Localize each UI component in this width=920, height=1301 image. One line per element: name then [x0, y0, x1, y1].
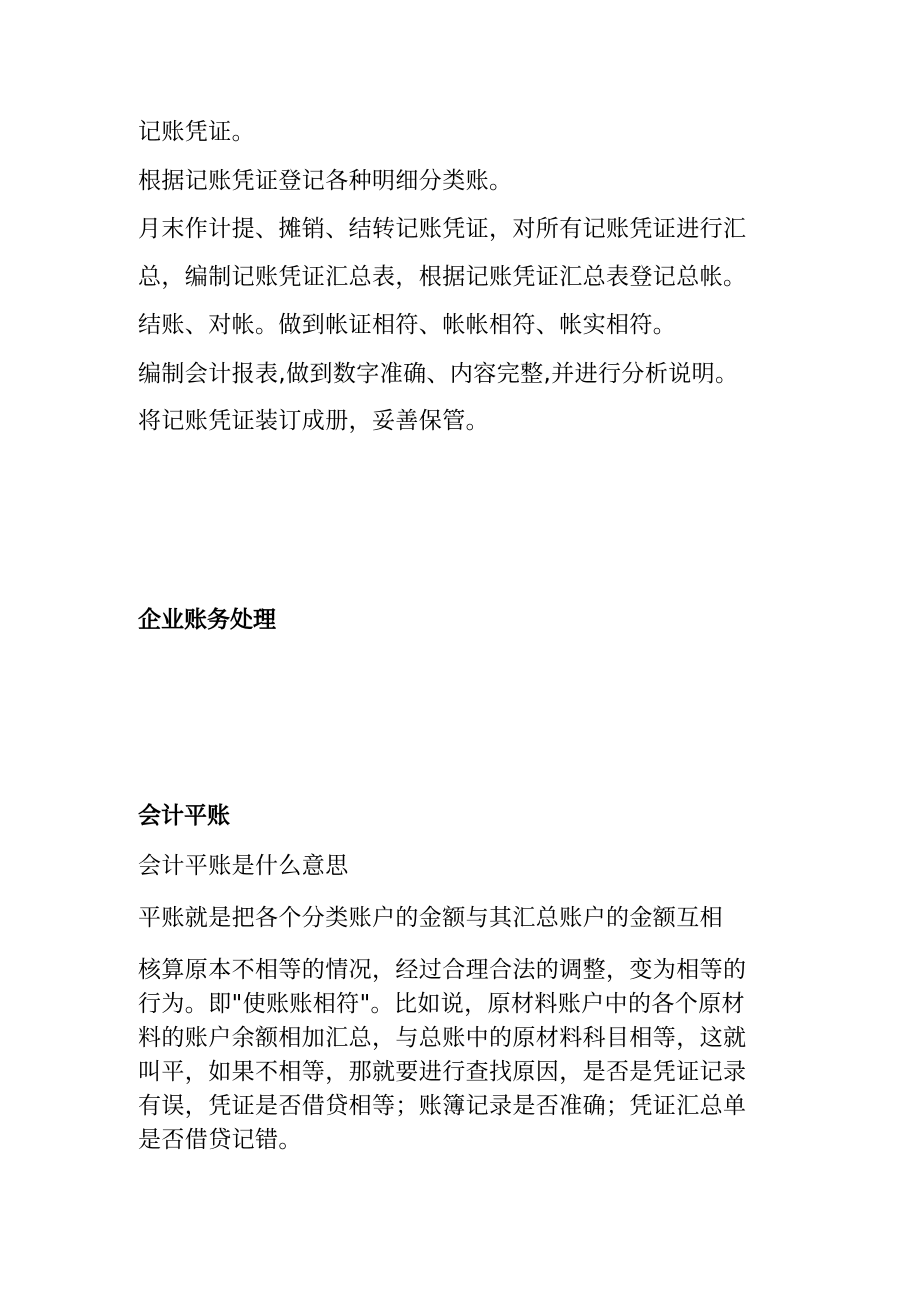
definition-line: 平账就是把各个分类账户的金额与其汇总账户的金额互相	[138, 905, 723, 931]
text-line: 记账凭证。	[138, 119, 255, 145]
section-heading-balance: 会计平账	[138, 803, 230, 829]
text-line: 总，编制记账凭证汇总表，根据记账凭证汇总表登记总帐。	[138, 264, 747, 290]
text-line: 编制会计报表,做到数字准确、内容完整,并进行分析说明。	[138, 361, 739, 387]
text-line: 结账、对帐。做到帐证相符、帐帐相符、帐实相符。	[138, 312, 677, 338]
paragraph-line: 是否借贷记错。	[138, 1127, 302, 1153]
definition-paragraph	[138, 953, 798, 1157]
paragraph-line: 核算原本不相等的情况，经过合理合法的调整，变为相等的	[138, 957, 747, 983]
paragraph-line: 行为。即"使账账相符"。比如说，原材料账户中的各个原材	[138, 991, 745, 1017]
paragraph-line: 料的账户余额相加汇总，与总账中的原材料科目相等，这就	[138, 1025, 747, 1051]
paragraph-line: 叫平，如果不相等，那就要进行查找原因，是否是凭证记录	[138, 1059, 747, 1085]
text-line: 月末作计提、摊销、结转记账凭证，对所有记账凭证进行汇	[138, 216, 747, 242]
paragraph-line: 有误，凭证是否借贷相等；账簿记录是否准确；凭证汇总单	[138, 1093, 747, 1119]
text-line: 根据记账凭证登记各种明细分类账。	[138, 168, 513, 194]
section-heading-business: 企业账务处理	[138, 607, 276, 633]
text-line: 将记账凭证装订成册，妥善保管。	[138, 408, 489, 434]
question-line: 会计平账是什么意思	[138, 853, 349, 879]
